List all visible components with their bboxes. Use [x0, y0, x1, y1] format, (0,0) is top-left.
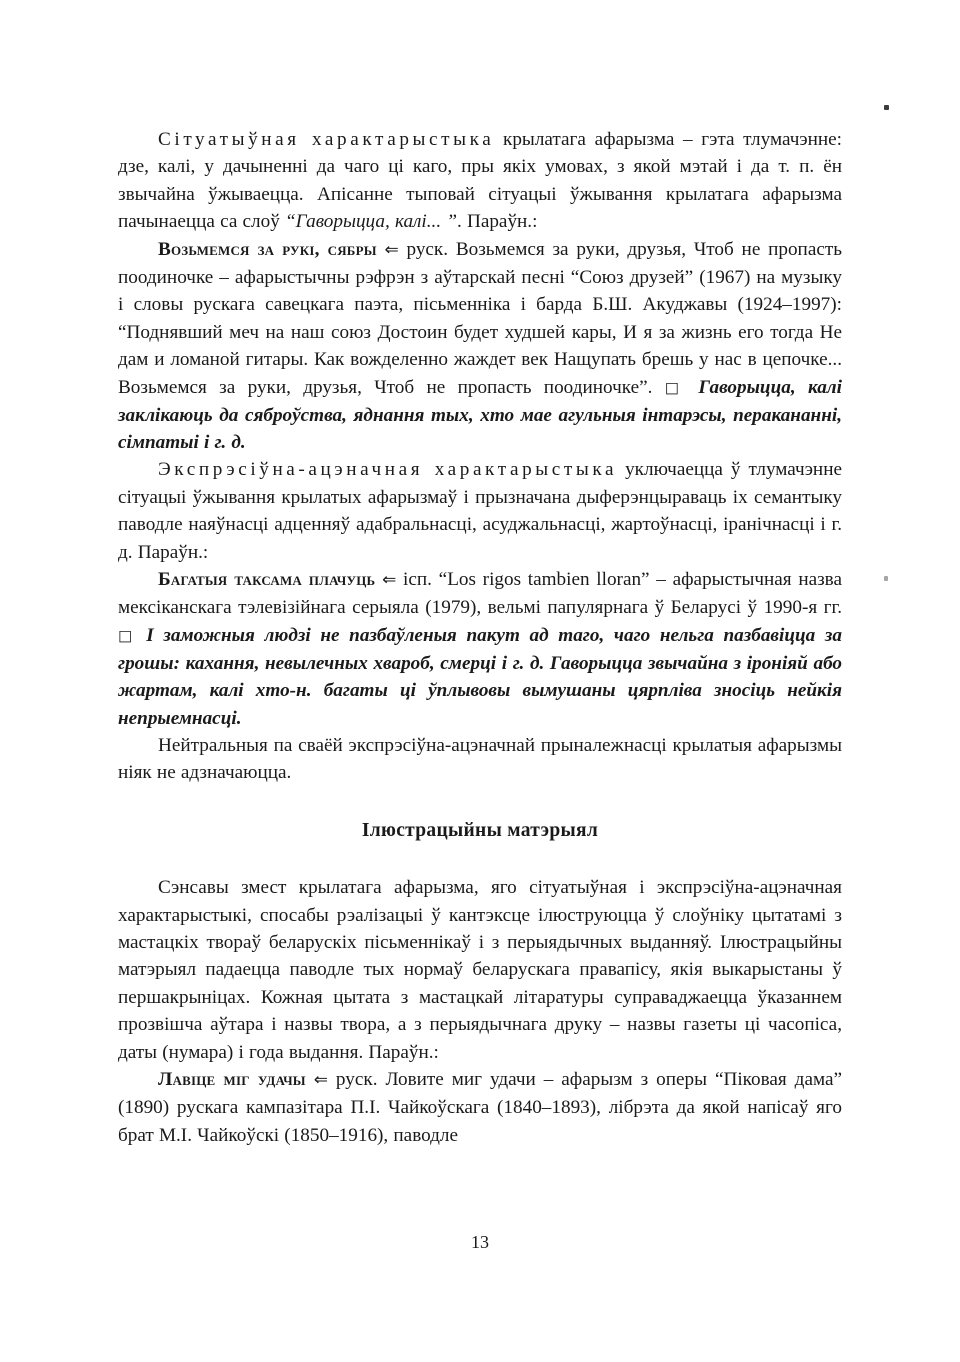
entry-body: “Los rigos tambien lloran” – афарыстычная назва мексіканскага тэлевізійнага серыяла (1979), вельмі папулярнага ў Беларусі ў 1990-я гг. [118, 569, 843, 619]
paragraph-illustrative-material: Сэнсавы змест крылатага афарызма, яго сітуатыўная і экспрэсіўна-ацэначная характарыстыкі, спосабы рэалізацыі ў кантэксце ілюструюцца ў слоўніку цытатамі з мастацкіх твораў беларускіх пісьменнікаў і з перыядычных выданняў. Ілюстрацыйны матэрыял падаецца паводле тых нормаў беларускага правапісу, якія выкарыстаны ў першакрыніцах. Кожная цытата з мастацкай літаратуры суправаджаецца ўказаннем прозвішча аўтара і назвы твора, а з перыядычнага друку – назвы газеты ці часопіса, даты (нумара) і года выдання. Параўн.: [118, 877, 842, 1063]
spacer [118, 844, 842, 874]
entry-source-language: ісп. [396, 569, 439, 590]
paragraph-situational-characteristic [118, 126, 842, 236]
entry-usage-note: І заможныя людзі не пазбаўленыя пакут ад таго, чаго нельга пазбавіцца за грошы: кахання, невылечных хвароб, смерці і г. д. Гаворыцца звычайна з іроніяй або жартам, калі хто-н. багаты ці ўплывовы вымушаны цярпліва зносіць нейкія непрыемнасці. [118, 624, 842, 729]
page-text-column [118, 126, 842, 1149]
dictionary-entry-lavice [118, 1066, 842, 1149]
scan-artifact-speck [884, 105, 889, 110]
leftwards-double-arrow-icon: ⇐ [384, 239, 399, 260]
open-square-marker-icon: □ [664, 378, 687, 397]
paragraph-expressive-characteristic [118, 456, 842, 566]
entry-source-language: руск. [398, 238, 456, 260]
term-expressive-characteristic: Экспрэсіўна-ацэначная характарыстыка [158, 459, 618, 481]
dictionary-entry-vozmemsya [118, 236, 842, 457]
entry-headword: Возьмемся за рукі, сябры [158, 238, 377, 260]
page-number: 13 [471, 1232, 489, 1252]
scan-artifact-speck [884, 576, 888, 581]
dictionary-entry-bagatyya [118, 566, 842, 732]
leftwards-double-arrow-icon: ⇐ [313, 1070, 328, 1090]
paragraph-tail: . Параўн.: [456, 211, 538, 233]
paragraph-neutral-aphorisms: Нейтральныя па сваёй экспрэсіўна-ацэначнай прыналежнасці крылатыя афарызмы ніяк не адзначаюцца. [118, 734, 842, 784]
entry-body: Возьмемся за руки, друзья, Чтоб не пропасть поодиночке – афарыстычны рэфрэн з аўтарскай песні “Союз друзей” (1967) на музыку і словы рускага савецкага паэта, пісьменніка і барда Б.Ш. Акуджавы (1924–1997): “Поднявший меч на наш союз Достоин будет худшей кары, И я за жизнь его тогда Не дам и ломаной гитары. Как вожделенно жаждет век Нащупать брешь у нас в цепочке... Возьмемся за руки, друзья, Чтоб не пропасть поодиночке”. [118, 238, 842, 398]
paragraph-body: крылатага афарызма – гэта тлумачэнне: дзе, калі, у дачыненні да чаго ці каго, пры якіх умовах, з якой мэтай і да т. п. ён звычайна ўжываецца. Апісанне тыповай сітуацыі ўжывання крылатага афарызма пачынаецца са слоў [118, 129, 842, 233]
entry-headword: Багатыя таксама плачуць [158, 569, 376, 590]
entry-headword: Лавіце міг удачы [158, 1069, 306, 1090]
paragraph-body: уключаецца ў тлумачэнне сітуацыі ўжывання крылатых афарызмаў і прызначана дыферэнцыраваць іх семантыку паводле наяўнасці адценняў адабральнасці, асуджальнасці, жартоўнасці, іранічнасці і г. д. Параўн.: [118, 459, 842, 563]
spacer [118, 787, 842, 817]
entry-usage-note: Гаворыцца, калі заклікаюць да сяброўства, яднання тых, хто мае агульныя інтарэсы, перакананні, сімпатыі і г. д. [118, 376, 842, 453]
open-square-marker-icon: □ [118, 626, 137, 645]
entry-body: Ловите миг удачи – афарызм з оперы “Піковая дама” (1890) рускага кампазітара П.І. Чайкоўскага (1840–1893), лібрэта да якой напісаў яго брат М.І. Чайкоўскі (1850–1916), паводле [118, 1069, 843, 1146]
entry-source-language: руск. [327, 1069, 386, 1090]
section-heading-illustrative-material: Ілюстрацыйны матэрыял [361, 819, 599, 841]
leftwards-double-arrow-icon: ⇐ [382, 570, 397, 590]
quoted-formula: “Гаворыцца, калі... ” [285, 211, 457, 233]
term-situational-characteristic: Сітуатыўная характарыстыка [158, 129, 495, 150]
